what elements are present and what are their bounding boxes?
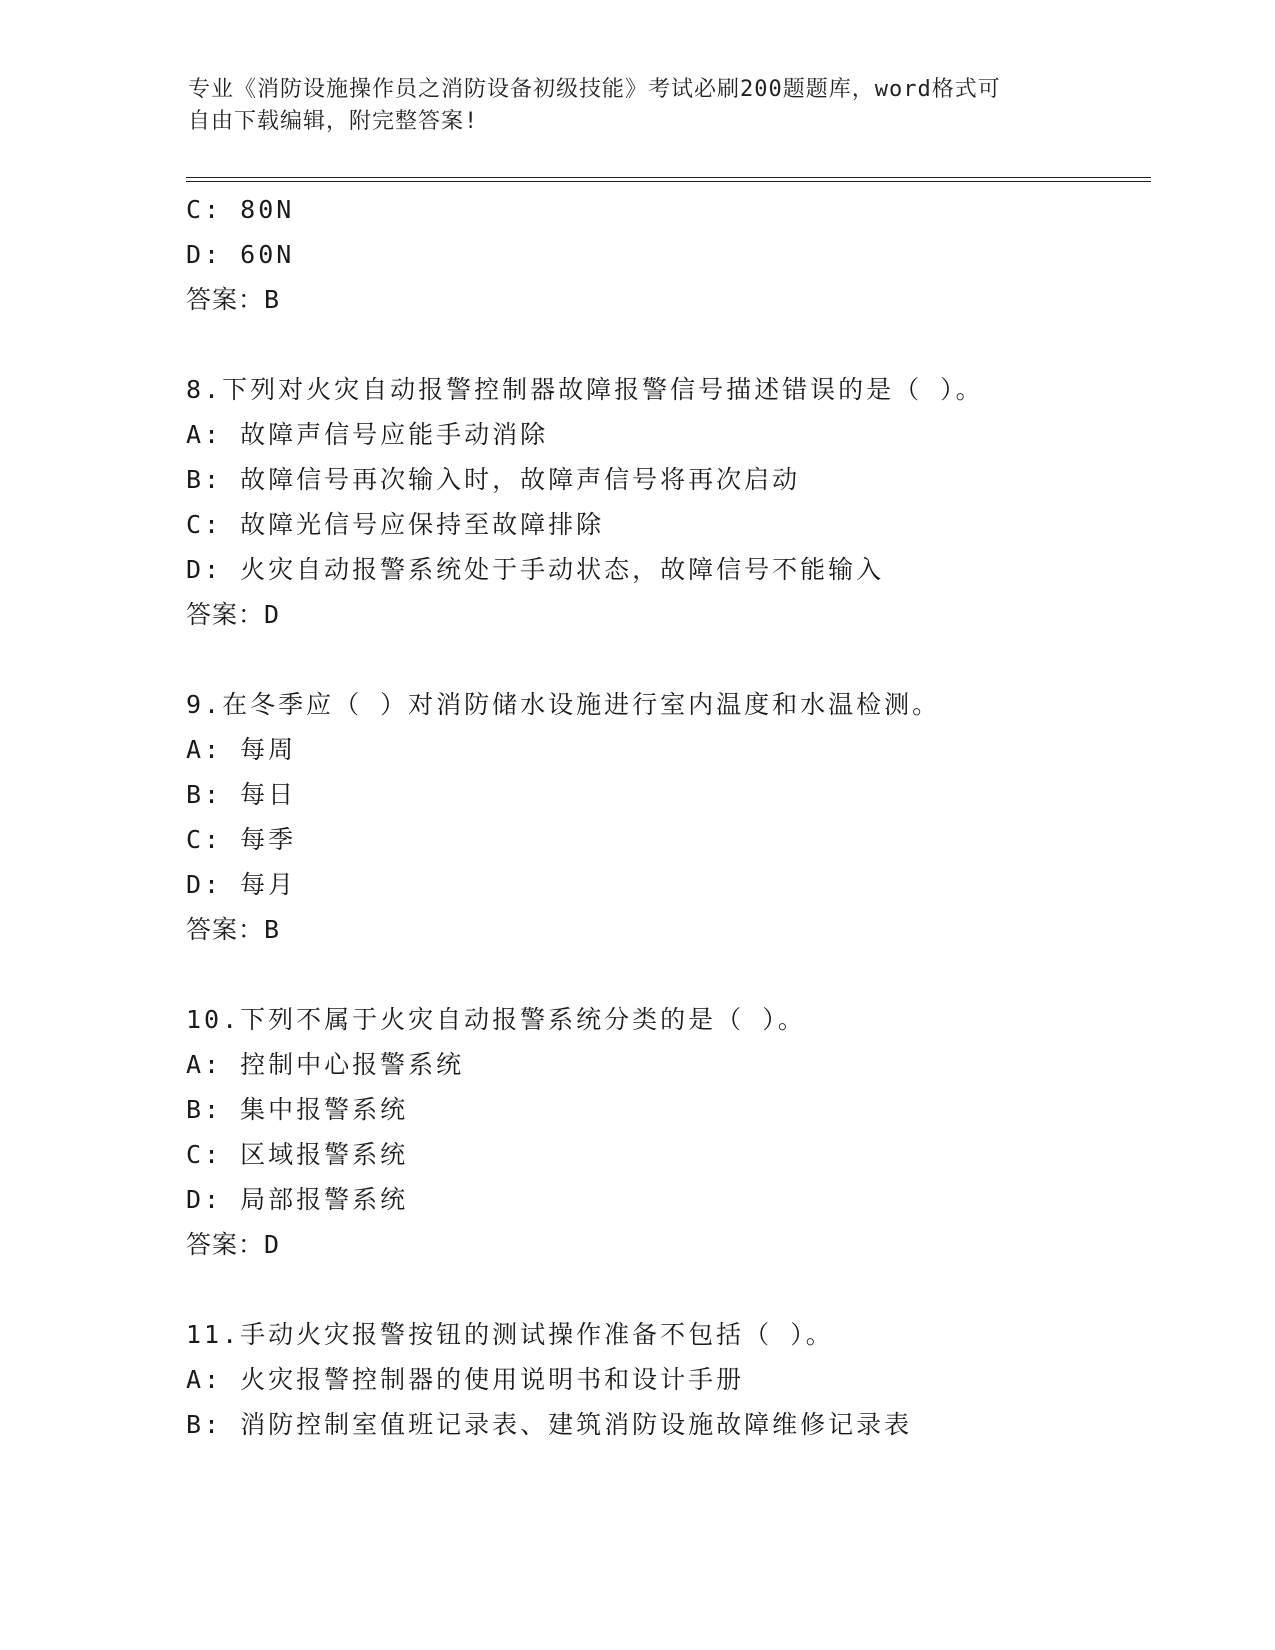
header-divider	[186, 177, 1151, 182]
answer-7: 答案：B	[186, 285, 281, 314]
question-10-option-c: C: 区域报警系统	[186, 1140, 409, 1169]
question-11: 11.手动火灾报警按钮的测试操作准备不包括（ ）。	[186, 1320, 834, 1349]
question-9-option-a: A: 每周	[186, 735, 297, 764]
question-11-option-a: A: 火灾报警控制器的使用说明书和设计手册	[186, 1365, 745, 1394]
question-8-option-b: B: 故障信号再次输入时，故障声信号将再次启动	[186, 465, 801, 494]
question-11-option-b: B: 消防控制室值班记录表、建筑消防设施故障维修记录表	[186, 1410, 913, 1439]
question-9: 9.在冬季应（ ）对消防储水设施进行室内温度和水温检测。	[186, 690, 941, 719]
answer-10: 答案：D	[186, 1230, 281, 1259]
question-9-option-d: D: 每月	[186, 870, 297, 899]
question-8-option-d: D: 火灾自动报警系统处于手动状态，故障信号不能输入	[186, 555, 885, 584]
question-10-option-d: D: 局部报警系统	[186, 1185, 409, 1214]
document-header	[188, 74, 1068, 138]
question-9-option-c: C: 每季	[186, 825, 297, 854]
question-8-option-c: C: 故障光信号应保持至故障排除	[186, 510, 605, 539]
header-line-2: 自由下载编辑，附完整答案!	[188, 109, 479, 134]
header-line-1: 专业《消防设施操作员之消防设备初级技能》考试必刷200题题库，word格式可	[188, 77, 1001, 102]
question-10: 10.下列不属于火灾自动报警系统分类的是（ ）。	[186, 1005, 806, 1034]
option-d: D: 60N	[186, 240, 295, 269]
question-8: 8.下列对火灾自动报警控制器故障报警信号描述错误的是（ ）。	[186, 375, 984, 404]
question-10-option-a: A: 控制中心报警系统	[186, 1050, 465, 1079]
answer-9: 答案：B	[186, 915, 281, 944]
answer-8: 答案：D	[186, 600, 281, 629]
question-10-option-b: B: 集中报警系统	[186, 1095, 409, 1124]
question-8-option-a: A: 故障声信号应能手动消除	[186, 420, 549, 449]
question-9-option-b: B: 每日	[186, 780, 297, 809]
option-c: C: 80N	[186, 195, 295, 224]
